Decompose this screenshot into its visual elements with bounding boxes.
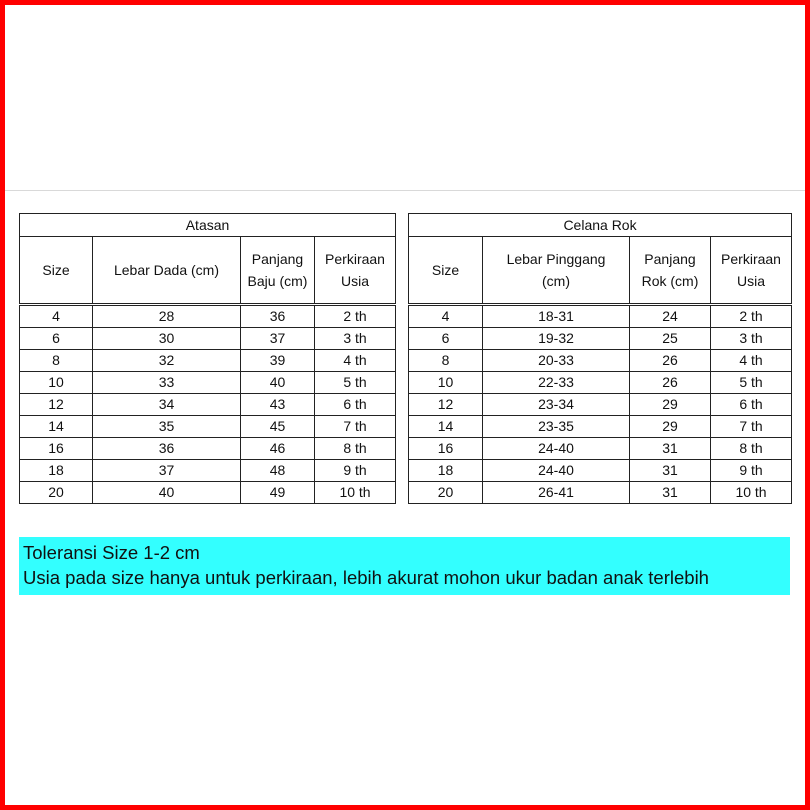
table-cell: 45 xyxy=(241,416,315,438)
table-cell: 33 xyxy=(93,372,241,394)
table-cell: 37 xyxy=(241,328,315,350)
table-cell: 35 xyxy=(93,416,241,438)
table-cell: 40 xyxy=(93,482,241,504)
table-cell: 31 xyxy=(630,460,711,482)
column-header: Perkiraan Usia xyxy=(711,237,792,305)
column-header: Lebar Dada (cm) xyxy=(93,237,241,305)
table-cell: 31 xyxy=(630,438,711,460)
table-cell: 8 th xyxy=(315,438,396,460)
table-cell: 12 xyxy=(20,394,93,416)
table-cell: 5 th xyxy=(315,372,396,394)
table-cell: 16 xyxy=(409,438,483,460)
table-cell: 8 th xyxy=(711,438,792,460)
table-row xyxy=(20,394,396,416)
table-title: Celana Rok xyxy=(409,214,792,237)
table-cell: 25 xyxy=(630,328,711,350)
table-cell: 31 xyxy=(630,482,711,504)
age-note: Usia pada size hanya untuk perkiraan, lebih akurat mohon ukur badan anak terlebih xyxy=(23,567,709,588)
table-row xyxy=(409,416,792,438)
table-cell: 6 xyxy=(20,328,93,350)
table-row xyxy=(409,438,792,460)
table-cell: 6 xyxy=(409,328,483,350)
table-cell: 9 th xyxy=(711,460,792,482)
table-cell: 22-33 xyxy=(483,372,630,394)
column-header: Perkiraan Usia xyxy=(315,237,396,305)
table-row xyxy=(409,328,792,350)
table-cell: 4 th xyxy=(711,350,792,372)
table-row xyxy=(20,305,396,328)
table-cell: 10 th xyxy=(711,482,792,504)
table-cell: 4 xyxy=(409,305,483,328)
table-row xyxy=(409,394,792,416)
table-cell: 24 xyxy=(630,305,711,328)
table-cell: 30 xyxy=(93,328,241,350)
table-body xyxy=(20,305,396,504)
table-row xyxy=(409,350,792,372)
divider-line xyxy=(5,190,805,191)
table-cell: 24-40 xyxy=(483,438,630,460)
header-row xyxy=(409,237,792,305)
table-cell: 3 th xyxy=(711,328,792,350)
table-cell: 16 xyxy=(20,438,93,460)
header-row xyxy=(20,237,396,305)
column-header: Size xyxy=(409,237,483,305)
table-cell: 8 xyxy=(409,350,483,372)
table-cell: 20 xyxy=(409,482,483,504)
tolerance-note: Toleransi Size 1-2 cm xyxy=(23,542,200,563)
table-cell: 5 th xyxy=(711,372,792,394)
table-cell: 26-41 xyxy=(483,482,630,504)
table-cell: 40 xyxy=(241,372,315,394)
table-cell: 4 th xyxy=(315,350,396,372)
table-cell: 7 th xyxy=(711,416,792,438)
table-cell: 37 xyxy=(93,460,241,482)
table-cell: 6 th xyxy=(711,394,792,416)
table-cell: 2 th xyxy=(711,305,792,328)
table-cell: 10 xyxy=(409,372,483,394)
table-cell: 23-34 xyxy=(483,394,630,416)
table-cell: 23-35 xyxy=(483,416,630,438)
table-row xyxy=(20,328,396,350)
table-cell: 32 xyxy=(93,350,241,372)
table-cell: 28 xyxy=(93,305,241,328)
table-cell: 7 th xyxy=(315,416,396,438)
table-row xyxy=(20,372,396,394)
atasan-size-table xyxy=(19,213,396,504)
table-cell: 29 xyxy=(630,416,711,438)
table-cell: 10 xyxy=(20,372,93,394)
table-cell: 20-33 xyxy=(483,350,630,372)
table-cell: 24-40 xyxy=(483,460,630,482)
column-header: Size xyxy=(20,237,93,305)
table-title: Atasan xyxy=(20,214,396,237)
table-cell: 10 th xyxy=(315,482,396,504)
table-row xyxy=(20,416,396,438)
table-cell: 49 xyxy=(241,482,315,504)
table-row xyxy=(20,482,396,504)
note-box xyxy=(19,537,790,595)
table-cell: 14 xyxy=(409,416,483,438)
table-cell: 36 xyxy=(241,305,315,328)
table-cell: 4 xyxy=(20,305,93,328)
table-cell: 3 th xyxy=(315,328,396,350)
table-cell: 36 xyxy=(93,438,241,460)
table-row xyxy=(409,482,792,504)
table-cell: 26 xyxy=(630,372,711,394)
table-cell: 14 xyxy=(20,416,93,438)
table-cell: 18-31 xyxy=(483,305,630,328)
table-row xyxy=(20,460,396,482)
table-cell: 6 th xyxy=(315,394,396,416)
table-cell: 18 xyxy=(20,460,93,482)
table-body xyxy=(409,305,792,504)
column-header: Lebar Pinggang (cm) xyxy=(483,237,630,305)
table-cell: 2 th xyxy=(315,305,396,328)
table-cell: 20 xyxy=(20,482,93,504)
table-cell: 8 xyxy=(20,350,93,372)
table-row xyxy=(409,460,792,482)
table-cell: 39 xyxy=(241,350,315,372)
table-cell: 29 xyxy=(630,394,711,416)
table-row xyxy=(20,350,396,372)
table-row xyxy=(409,305,792,328)
table-cell: 43 xyxy=(241,394,315,416)
column-header: Panjang Baju (cm) xyxy=(241,237,315,305)
table-cell: 18 xyxy=(409,460,483,482)
column-header: Panjang Rok (cm) xyxy=(630,237,711,305)
table-row xyxy=(20,438,396,460)
table-cell: 48 xyxy=(241,460,315,482)
table-row xyxy=(409,372,792,394)
table-cell: 12 xyxy=(409,394,483,416)
table-cell: 19-32 xyxy=(483,328,630,350)
table-cell: 34 xyxy=(93,394,241,416)
table-cell: 26 xyxy=(630,350,711,372)
table-cell: 46 xyxy=(241,438,315,460)
table-cell: 9 th xyxy=(315,460,396,482)
celana-rok-size-table xyxy=(408,213,792,504)
